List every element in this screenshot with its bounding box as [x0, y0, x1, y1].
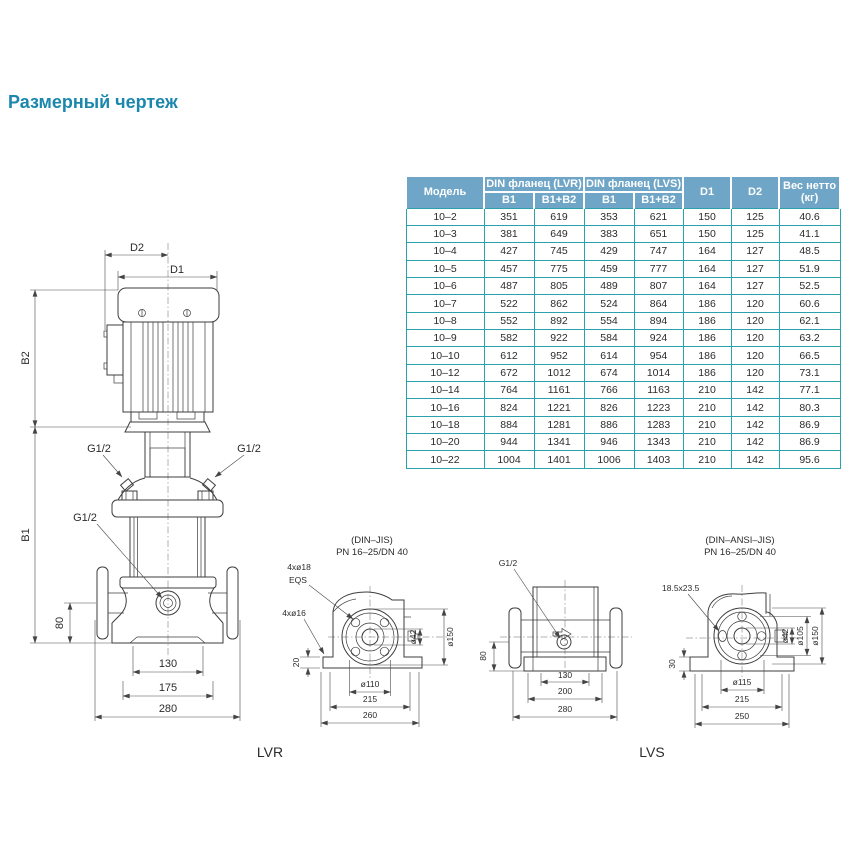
dim-d2: D2: [129, 242, 145, 254]
table-cell: 10–16: [406, 399, 484, 416]
dim-130: 130: [158, 658, 178, 670]
col-group-din-lvs: DIN фланец (LVS): [584, 176, 683, 192]
table-row: [406, 295, 840, 312]
dim-215-lvs: 215: [734, 694, 750, 704]
table-cell: 381: [484, 225, 534, 242]
table-cell: 120: [731, 312, 779, 329]
table-cell: 1401: [534, 451, 584, 468]
table-row: [406, 347, 840, 364]
suction-flange: [97, 567, 108, 639]
col-header-lvr-b1: B1: [484, 192, 534, 208]
col-header-d2: D2: [731, 176, 779, 208]
lvs-front-dimensions: [478, 558, 617, 721]
table-cell: 142: [731, 416, 779, 433]
table-cell: 60.6: [779, 295, 840, 312]
label-eqs: EQS: [289, 575, 307, 585]
table-cell: 10–8: [406, 312, 484, 329]
bolt-slot: [719, 631, 727, 642]
table-cell: 554: [584, 312, 634, 329]
table-cell: 73.1: [779, 364, 840, 381]
table-cell: 824: [484, 399, 534, 416]
table-cell: 745: [534, 243, 584, 260]
lvr-flange-standard: (DIN–JIS): [351, 535, 393, 546]
table-cell: 944: [484, 434, 534, 451]
dim-215-lvr: 215: [362, 694, 378, 704]
pump-body: [97, 432, 238, 643]
table-cell: 1221: [534, 399, 584, 416]
table-cell: 886: [584, 416, 634, 433]
table-cell: 674: [584, 364, 634, 381]
table-cell: 120: [731, 295, 779, 312]
table-cell: 186: [683, 312, 731, 329]
lvr-flange-rating: PN 16–25/DN 40: [336, 547, 408, 558]
table-cell: 150: [683, 208, 731, 225]
table-row: [406, 278, 840, 295]
table-cell: 164: [683, 243, 731, 260]
lvs-flange-left: [509, 608, 521, 668]
table-cell: 1161: [534, 382, 584, 399]
label-4xd18: 4xø18: [287, 562, 311, 572]
table-cell: 621: [634, 208, 683, 225]
table-cell: 10–18: [406, 416, 484, 433]
table-cell: 210: [683, 434, 731, 451]
col-header-model: Модель: [406, 176, 484, 208]
table-cell: 954: [634, 347, 683, 364]
table-cell: 457: [484, 260, 534, 277]
dim-175: 175: [158, 682, 178, 694]
table-cell: 522: [484, 295, 534, 312]
label-g12-right: G1/2: [237, 443, 261, 455]
table-cell: 10–4: [406, 243, 484, 260]
table-cell: 1163: [634, 382, 683, 399]
table-cell: 427: [484, 243, 534, 260]
dim-d42-lvr: ø42: [408, 629, 418, 645]
table-cell: 1012: [534, 364, 584, 381]
table-cell: 10–2: [406, 208, 484, 225]
table-cell: 884: [484, 416, 534, 433]
pump-elevation-drawing: [20, 242, 261, 721]
label-lvs: LVS: [639, 744, 665, 760]
col-group-din-lvr: DIN фланец (LVR): [484, 176, 584, 192]
table-cell: 210: [683, 382, 731, 399]
table-cell: 383: [584, 225, 634, 242]
table-cell: 524: [584, 295, 634, 312]
table-row: [406, 382, 840, 399]
table-cell: 142: [731, 382, 779, 399]
table-cell: 619: [534, 208, 584, 225]
table-cell: 52.5: [779, 278, 840, 295]
dim-d1: D1: [169, 264, 185, 276]
pump-motor: [104, 288, 219, 432]
table-cell: 651: [634, 225, 683, 242]
table-cell: 489: [584, 278, 634, 295]
col-header-lvs-b1: B1: [584, 192, 634, 208]
table-cell: 10–10: [406, 347, 484, 364]
table-cell: 922: [534, 330, 584, 347]
dimensions-table: [405, 175, 841, 469]
table-cell: 125: [731, 225, 779, 242]
bolt-hole: [380, 618, 389, 627]
table-cell: 95.6: [779, 451, 840, 468]
table-cell: 86.9: [779, 416, 840, 433]
lvs-front-view-drawing: [478, 558, 632, 721]
vent-plug-left: [121, 479, 134, 492]
table-cell: 10–14: [406, 382, 484, 399]
table-cell: 764: [484, 382, 534, 399]
table-cell: 10–6: [406, 278, 484, 295]
table-cell: 120: [731, 330, 779, 347]
flow-arrow: [553, 629, 571, 640]
label-g12-lvs: G1/2: [498, 558, 518, 568]
table-cell: 164: [683, 260, 731, 277]
table-cell: 142: [731, 399, 779, 416]
bolt-hole: [380, 647, 389, 656]
table-cell: 186: [683, 347, 731, 364]
col-header-lvs-b1b2: B1+B2: [634, 192, 683, 208]
discharge-flange: [227, 567, 238, 639]
table-cell: 10–3: [406, 225, 484, 242]
table-cell: 552: [484, 312, 534, 329]
dim-280-lvs: 280: [557, 704, 573, 714]
table-row: [406, 243, 840, 260]
table-cell: 125: [731, 208, 779, 225]
table-cell: 120: [731, 364, 779, 381]
lvs-flange-right: [610, 608, 622, 668]
table-cell: 127: [731, 278, 779, 295]
table-cell: 946: [584, 434, 634, 451]
table-cell: 612: [484, 347, 534, 364]
dim-d150-lvs: ø150: [810, 626, 820, 646]
dim-d42-lvs: ø42: [780, 628, 790, 644]
table-cell: 351: [484, 208, 534, 225]
lvs-flange-standard: (DIN–ANSI–JIS): [705, 535, 775, 546]
label-g12-left: G1/2: [87, 443, 111, 455]
table-cell: 10–7: [406, 295, 484, 312]
table-row: [406, 260, 840, 277]
lvs-end-view-drawing: [662, 535, 826, 728]
table-header-row-groups: [406, 176, 840, 192]
table-cell: 777: [634, 260, 683, 277]
table-row: [406, 225, 840, 242]
table-cell: 826: [584, 399, 634, 416]
table-cell: 766: [584, 382, 634, 399]
table-cell: 210: [683, 451, 731, 468]
dim-80: 80: [54, 616, 66, 630]
dim-260-lvr: 260: [362, 710, 378, 720]
table-cell: 150: [683, 225, 731, 242]
chamber-stack: [130, 517, 205, 577]
table-cell: 120: [731, 347, 779, 364]
dim-200-lvs: 200: [557, 686, 573, 696]
dim-250-lvs: 250: [734, 711, 750, 721]
table-cell: 66.5: [779, 347, 840, 364]
table-cell: 51.9: [779, 260, 840, 277]
table-cell: 353: [584, 208, 634, 225]
table-cell: 1223: [634, 399, 683, 416]
dim-130-lvs: 130: [557, 670, 573, 680]
table-cell: 1004: [484, 451, 534, 468]
table-cell: 584: [584, 330, 634, 347]
table-cell: 63.2: [779, 330, 840, 347]
label-4xd16: 4xø16: [282, 608, 306, 618]
dim-d110-lvr: ø110: [360, 679, 380, 689]
page-title: Размерный чертеж: [8, 92, 178, 112]
table-cell: 10–12: [406, 364, 484, 381]
table-cell: 80.3: [779, 399, 840, 416]
table-row: [406, 451, 840, 468]
table-cell: 10–9: [406, 330, 484, 347]
table-cell: 1341: [534, 434, 584, 451]
dim-30-lvs: 30: [667, 659, 677, 669]
table-cell: 10–20: [406, 434, 484, 451]
table-cell: 1343: [634, 434, 683, 451]
table-cell: 952: [534, 347, 584, 364]
label-slot: 18.5x23.5: [662, 583, 700, 593]
table-cell: 924: [634, 330, 683, 347]
table-cell: 429: [584, 243, 634, 260]
table-header: [406, 176, 840, 208]
table-body: [406, 208, 840, 468]
table-cell: 77.1: [779, 382, 840, 399]
table-cell: 892: [534, 312, 584, 329]
table-cell: 1281: [534, 416, 584, 433]
dim-d150-lvr: ø150: [445, 627, 455, 647]
dim-80-lvs: 80: [478, 651, 488, 661]
table-cell: 1283: [634, 416, 683, 433]
bolt-hole: [351, 647, 360, 656]
dim-d115-lvs: ø115: [732, 677, 752, 687]
table-cell: 142: [731, 451, 779, 468]
table-cell: 807: [634, 278, 683, 295]
col-header-d1: D1: [683, 176, 731, 208]
table-cell: 775: [534, 260, 584, 277]
pump-dimensions: [20, 242, 261, 721]
table-cell: 127: [731, 243, 779, 260]
table-cell: 487: [484, 278, 534, 295]
table-cell: 164: [683, 278, 731, 295]
table-cell: 186: [683, 330, 731, 347]
table-row: [406, 208, 840, 225]
table-cell: 142: [731, 434, 779, 451]
table-cell: 10–22: [406, 451, 484, 468]
table-cell: 672: [484, 364, 534, 381]
table-cell: 48.5: [779, 243, 840, 260]
table-cell: 582: [484, 330, 534, 347]
table-cell: 41.1: [779, 225, 840, 242]
table-row: [406, 399, 840, 416]
col-header-lvr-b1b2: B1+B2: [534, 192, 584, 208]
table-cell: 10–5: [406, 260, 484, 277]
table-cell: 210: [683, 416, 731, 433]
table-row: [406, 312, 840, 329]
table-cell: 1014: [634, 364, 683, 381]
table-cell: 805: [534, 278, 584, 295]
dim-280: 280: [158, 703, 178, 715]
table-cell: 1006: [584, 451, 634, 468]
dim-b2: B2: [20, 351, 32, 365]
table-cell: 127: [731, 260, 779, 277]
table-cell: 862: [534, 295, 584, 312]
dim-b1: B1: [20, 528, 32, 542]
label-lvr: LVR: [256, 744, 284, 760]
lvr-end-view-drawing: [282, 535, 455, 727]
table-cell: 86.9: [779, 434, 840, 451]
table-row: [406, 416, 840, 433]
table-row: [406, 330, 840, 347]
table-cell: 186: [683, 364, 731, 381]
table-cell: 614: [584, 347, 634, 364]
col-header-weight: Вес нетто (кг): [779, 176, 840, 208]
lvs-end-dimensions: [662, 583, 826, 728]
dim-d105-lvs: ø105: [795, 626, 805, 646]
table-cell: 1403: [634, 451, 683, 468]
table-cell: 186: [683, 295, 731, 312]
bolt-hole: [757, 632, 766, 641]
table-cell: 747: [634, 243, 683, 260]
table-cell: 210: [683, 399, 731, 416]
bolt-hole: [351, 618, 360, 627]
table-cell: 40.6: [779, 208, 840, 225]
table-cell: 62.1: [779, 312, 840, 329]
table-cell: 459: [584, 260, 634, 277]
table-row: [406, 434, 840, 451]
table-cell: 864: [634, 295, 683, 312]
terminal-box: [107, 325, 123, 375]
label-g12-drain: G1/2: [73, 512, 97, 524]
lvs-flange-rating: PN 16–25/DN 40: [704, 547, 776, 558]
table-cell: 894: [634, 312, 683, 329]
dim-20-lvr: 20: [291, 657, 301, 668]
table-row: [406, 364, 840, 381]
table-cell: 649: [534, 225, 584, 242]
